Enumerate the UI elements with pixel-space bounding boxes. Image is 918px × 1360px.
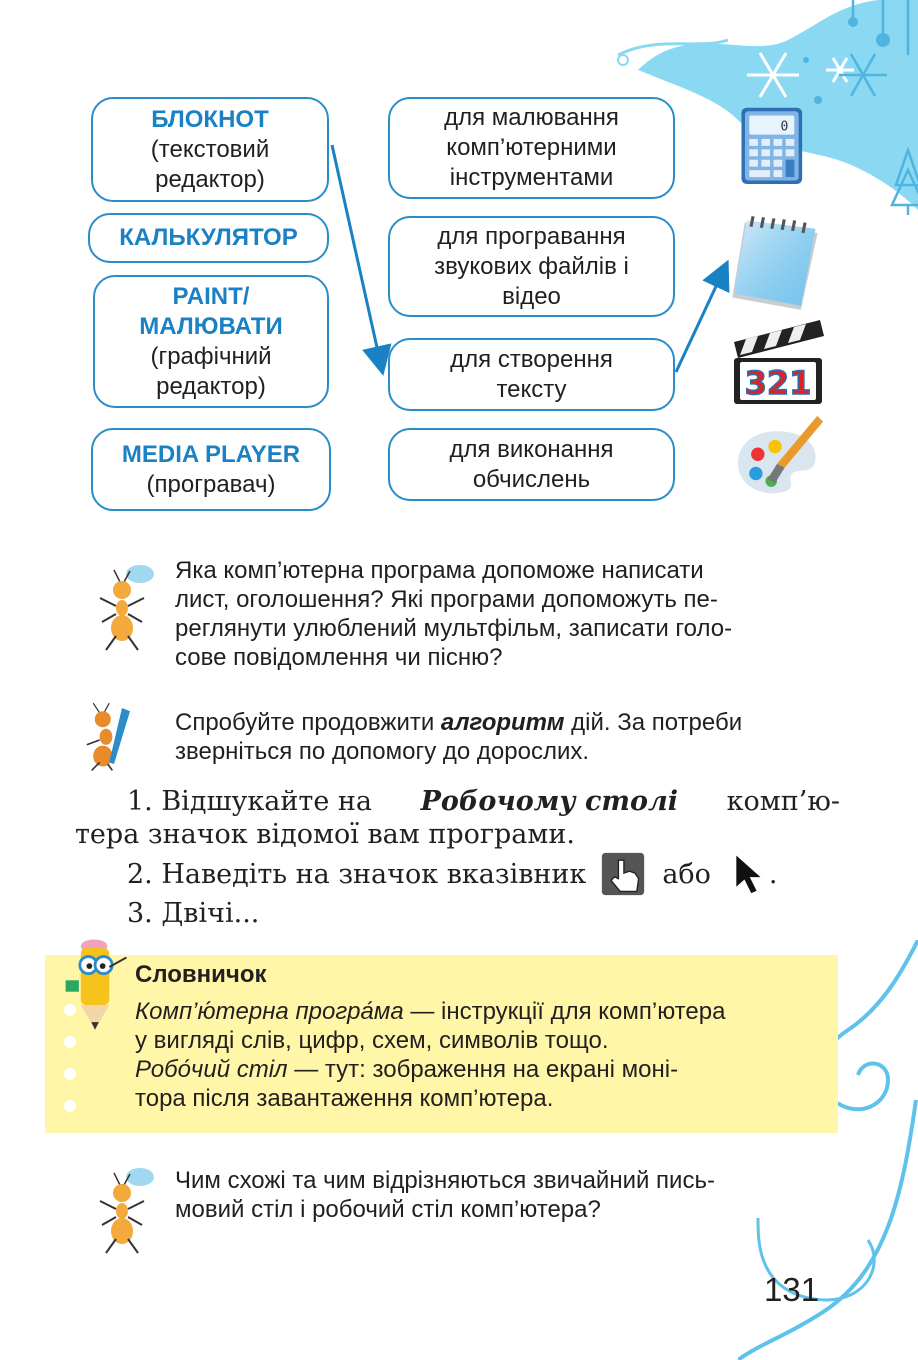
purpose-box-calculation[interactable]	[388, 428, 675, 501]
task-question-3	[175, 1166, 840, 1224]
task-line: сове повідомлення чи пісню?	[175, 644, 503, 671]
step-text: або	[662, 858, 711, 890]
calculator-icon	[738, 98, 816, 192]
program-description: (текстовий	[150, 135, 270, 163]
purpose-text: звукових файлів і	[434, 252, 629, 280]
task-question-1	[175, 556, 840, 672]
task-line: Яка комп’ютерна програма допоможе написати	[175, 557, 704, 584]
purpose-text: інструментами	[449, 164, 614, 191]
svg-text:321: 321	[744, 364, 812, 402]
media-player-icon	[728, 318, 828, 408]
program-description: редактор)	[155, 165, 265, 193]
glossary-dots-decoration	[60, 1000, 80, 1130]
glossary-line	[135, 1055, 828, 1084]
step-2	[75, 851, 840, 897]
program-name: PAINT/	[172, 282, 250, 310]
purpose-text: для виконання	[449, 435, 614, 463]
step-text: 1. Відшукайте на	[127, 786, 372, 817]
arrow-cursor-icon	[729, 852, 769, 896]
program-box-media-player[interactable]	[91, 428, 331, 511]
program-name: МАЛЮВАТИ	[139, 312, 283, 340]
purpose-text: обчислень	[472, 465, 591, 493]
task-text-part: Спробуйте продовжити	[175, 709, 441, 736]
program-description: (графічний	[150, 342, 272, 370]
program-name: КАЛЬКУЛЯТОР	[119, 224, 298, 251]
step-3: 3. Двічі...	[127, 898, 260, 929]
task-instruction-2	[175, 708, 840, 766]
glossary-definition: — інструкції для комп’ютера	[403, 998, 726, 1025]
purpose-box-text[interactable]	[388, 338, 675, 411]
purpose-box-playing[interactable]	[388, 216, 675, 317]
task-line: Чим схожі та чим відрізняються звичайний пись-	[175, 1167, 715, 1194]
glossary-line: тора після завантаження комп’ютера.	[135, 1085, 554, 1112]
glossary-line	[135, 997, 828, 1026]
glossary-term: Робо́чий стіл	[135, 1056, 288, 1083]
glossary-definitions	[135, 997, 828, 1113]
task-line: лист, оголошення? Які програми допоможуть пе-	[175, 586, 718, 613]
arrow-notepad-to-text	[332, 145, 382, 370]
glossary-term: Комп’ю́терна програ́ма	[135, 998, 404, 1025]
step-text: .	[768, 858, 778, 890]
task-line: зверніться по допомогу до дорослих.	[175, 738, 590, 765]
arrow-text-to-notepad-icon	[676, 265, 726, 372]
program-name: БЛОКНОТ	[151, 105, 269, 133]
notepad-icon	[728, 208, 826, 312]
task-line: мовий стіл і робочий стіл комп’ютера?	[175, 1196, 601, 1223]
glossary-definition: — тут: зображення на екрані моні-	[287, 1056, 679, 1083]
purpose-text: комп’ютерними	[446, 134, 617, 161]
program-box-notepad[interactable]	[91, 97, 329, 202]
glossary-line: у вигляді слів, цифр, схем, символів тощо.	[135, 1027, 609, 1054]
program-description: редактор)	[156, 372, 266, 400]
keyword-desktop: Робочому столі	[420, 786, 679, 817]
step-1	[75, 785, 840, 818]
task-text-part: дій. За потреби	[564, 709, 743, 736]
purpose-text: для створення	[450, 345, 613, 373]
svg-text:0: 0	[780, 119, 789, 135]
program-name: MEDIA PLAYER	[121, 440, 301, 468]
algorithm-steps	[75, 785, 840, 930]
hand-pointer-icon	[598, 851, 648, 897]
glossary-title: Словничок	[135, 961, 267, 988]
step-1-continued: тера значок відомої вам програми.	[75, 819, 575, 850]
step-text: 2. Наведіть на значок вказівник	[127, 858, 587, 890]
purpose-text: відео	[502, 282, 561, 310]
keyword-algorithm: алгоритм	[440, 709, 565, 736]
purpose-text: тексту	[496, 375, 567, 403]
ant-with-pen-mascot-icon	[75, 700, 145, 772]
program-box-calculator[interactable]	[88, 213, 329, 263]
ant-mascot-icon	[92, 1165, 162, 1255]
program-description: (програвач)	[146, 470, 276, 498]
purpose-text: для малювання	[444, 104, 619, 131]
program-box-paint[interactable]	[93, 275, 329, 408]
step-text: комп’ю-	[726, 786, 840, 817]
purpose-text: для програвання	[437, 222, 626, 250]
ant-mascot-icon	[92, 562, 162, 652]
purpose-box-drawing[interactable]	[388, 97, 675, 199]
paint-palette-icon	[728, 412, 826, 508]
task-line: реглянути улюблений мультфільм, записати голо-	[175, 615, 733, 642]
page-number: 131	[764, 1271, 820, 1308]
task-line	[175, 708, 840, 737]
